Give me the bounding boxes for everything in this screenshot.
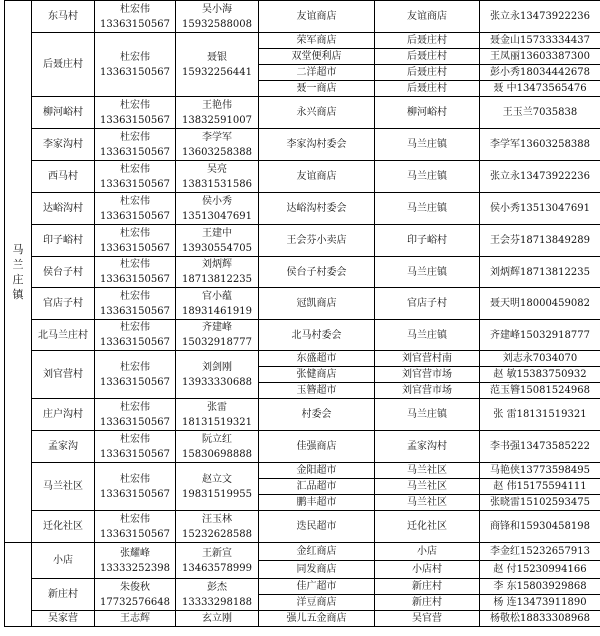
table-row bbox=[5, 129, 600, 161]
shop-address: 刘官营市场 bbox=[375, 367, 480, 383]
table-row bbox=[5, 611, 600, 627]
shop-owner-phone: 李金红15232657913 bbox=[480, 543, 600, 561]
shop-name: 玉簪超市 bbox=[259, 383, 375, 399]
village-name: 迁化社区 bbox=[32, 511, 95, 543]
shop-name: 金阳超市 bbox=[259, 463, 375, 479]
village-name: 柳河峪村 bbox=[32, 97, 95, 129]
table-row bbox=[5, 431, 600, 463]
village-name: 刘官营村 bbox=[32, 351, 95, 399]
contact-person-2 bbox=[176, 1, 259, 33]
contact-person-1-line: 杜宏伟 bbox=[120, 163, 150, 175]
village-name: 北马兰庄村 bbox=[32, 320, 95, 351]
contact-person-1-line: 杜宏伟 bbox=[120, 195, 150, 207]
shop-owner-phone: 刘志永7034070 bbox=[480, 351, 600, 367]
contact-person-2-line: 侯小秀 bbox=[202, 195, 232, 207]
table-row bbox=[5, 193, 600, 225]
town-cell: 马兰庄镇 bbox=[5, 1, 32, 543]
contact-person-2 bbox=[176, 225, 259, 257]
contact-person-1 bbox=[95, 543, 176, 579]
contact-person-2 bbox=[176, 431, 259, 463]
contact-person-2 bbox=[176, 193, 259, 225]
shop-name: 双堂便利店 bbox=[259, 49, 375, 65]
contact-person-2-line: 吴亮 bbox=[207, 163, 227, 175]
contact-person-2 bbox=[176, 351, 259, 399]
shop-name: 永兴商店 bbox=[259, 97, 375, 129]
table-row bbox=[5, 399, 600, 431]
contact-person-1-line: 13363150567 bbox=[100, 178, 170, 190]
contact-person-1 bbox=[95, 511, 176, 543]
table-row bbox=[5, 463, 600, 479]
village-name: 后聂庄村 bbox=[32, 33, 95, 97]
shop-address: 马兰社区 bbox=[375, 495, 480, 511]
contact-person-1 bbox=[95, 129, 176, 161]
contact-person-2 bbox=[176, 611, 259, 627]
shop-name: 汇品超市 bbox=[259, 479, 375, 495]
shop-address: 马兰庄镇 bbox=[375, 193, 480, 225]
contact-person-2-line: 王新宣 bbox=[202, 547, 232, 559]
contact-person-1-line: 13363150567 bbox=[100, 488, 170, 500]
shop-name: 村委会 bbox=[259, 399, 375, 431]
contact-person-1-line: 13363150567 bbox=[100, 18, 170, 30]
contact-person-2-line: 13513047691 bbox=[182, 210, 252, 222]
shop-owner-phone: 齐建峰15032918777 bbox=[480, 320, 600, 351]
contact-person-1 bbox=[95, 431, 176, 463]
shop-name: 张健商店 bbox=[259, 367, 375, 383]
contact-person-1-line: 13363150567 bbox=[100, 242, 170, 254]
shop-owner-phone: 杨敬松18833308968 bbox=[480, 611, 600, 627]
contact-person-1 bbox=[95, 161, 176, 193]
contact-person-2-line: 玄立刚 bbox=[202, 613, 232, 624]
shop-name: 友谊商店 bbox=[259, 1, 375, 33]
contact-person-2-line: 刘剑刚 bbox=[202, 361, 232, 373]
contact-person-1 bbox=[95, 33, 176, 97]
table-row bbox=[5, 257, 600, 288]
shop-owner-phone: 王会芬18713849289 bbox=[480, 225, 600, 257]
village-name: 新庄村 bbox=[32, 579, 95, 611]
shop-address: 刘官营市场 bbox=[375, 383, 480, 399]
contact-person-1 bbox=[95, 611, 176, 627]
shop-owner-phone: 聂天明18000459082 bbox=[480, 288, 600, 320]
contact-person-1 bbox=[95, 1, 176, 33]
contact-person-2 bbox=[176, 288, 259, 320]
town-cell bbox=[5, 543, 32, 627]
shop-owner-phone: 张 雷18131519321 bbox=[480, 399, 600, 431]
contact-person-1 bbox=[95, 288, 176, 320]
table-row bbox=[5, 579, 600, 595]
shop-owner-phone: 刘炳辉18713812235 bbox=[480, 257, 600, 288]
village-name: 东马村 bbox=[32, 1, 95, 33]
shop-name: 迭民超市 bbox=[259, 511, 375, 543]
contact-person-1-line: 杜宏伟 bbox=[120, 361, 150, 373]
contact-person-1-line: 杜宏伟 bbox=[120, 3, 150, 15]
contact-person-2 bbox=[176, 399, 259, 431]
contact-person-1-line: 朱俊秋 bbox=[120, 581, 150, 593]
shop-owner-phone: 聂 中13473565476 bbox=[480, 81, 600, 97]
shop-address: 后聂庄村 bbox=[375, 81, 480, 97]
table-row bbox=[5, 351, 600, 367]
shop-name: 聂一商店 bbox=[259, 81, 375, 97]
contact-person-2-line: 19831519955 bbox=[182, 488, 252, 500]
table-row bbox=[5, 320, 600, 351]
shop-address: 柳河峪村 bbox=[375, 97, 480, 129]
shop-name: 达峪沟村委会 bbox=[259, 193, 375, 225]
contact-person-1 bbox=[95, 320, 176, 351]
shop-address: 印子峪村 bbox=[375, 225, 480, 257]
shop-name: 北马村委会 bbox=[259, 320, 375, 351]
shop-address: 马兰庄镇 bbox=[375, 399, 480, 431]
contact-person-2-line: 阮立红 bbox=[202, 433, 232, 445]
contact-person-1-line: 杜宏伟 bbox=[120, 259, 150, 270]
contact-person-2-line: 15232628588 bbox=[182, 528, 252, 540]
shop-address: 新庄村 bbox=[375, 595, 480, 611]
shop-name: 同发商店 bbox=[259, 561, 375, 579]
contact-person-1-line: 杜宏伟 bbox=[120, 51, 150, 63]
contact-person-2-line: 齐建峰 bbox=[202, 322, 232, 333]
shop-owner-phone: 王玉兰7035838 bbox=[480, 97, 600, 129]
shop-owner-phone: 范玉簪15081524968 bbox=[480, 383, 600, 399]
shop-name: 友谊商店 bbox=[259, 161, 375, 193]
contact-person-1-line: 13363150567 bbox=[100, 274, 170, 285]
village-name: 小店 bbox=[32, 543, 95, 579]
contact-person-2-line: 13933330688 bbox=[182, 376, 252, 388]
contact-person-2 bbox=[176, 511, 259, 543]
shop-address: 马兰庄镇 bbox=[375, 320, 480, 351]
table-row bbox=[5, 161, 600, 193]
village-name: 官店子村 bbox=[32, 288, 95, 320]
table-row bbox=[5, 1, 600, 33]
contact-person-2 bbox=[176, 33, 259, 97]
shop-owner-phone: 张立永13473922236 bbox=[480, 1, 600, 33]
contact-person-1 bbox=[95, 193, 176, 225]
village-name: 李家沟村 bbox=[32, 129, 95, 161]
contact-person-1-line: 张耀峰 bbox=[120, 547, 150, 559]
contact-person-2-line: 13831531586 bbox=[182, 178, 252, 190]
shop-name: 二洋超市 bbox=[259, 65, 375, 81]
contact-person-1-line: 13363150567 bbox=[100, 114, 170, 126]
contact-person-2-line: 15932256441 bbox=[182, 66, 252, 78]
shop-address: 官店子村 bbox=[375, 288, 480, 320]
contact-person-1-line: 13363150567 bbox=[100, 146, 170, 158]
shop-address: 迁化社区 bbox=[375, 511, 480, 543]
contact-person-1-line: 杜宏伟 bbox=[120, 290, 150, 302]
contact-person-2-line: 王建中 bbox=[202, 227, 232, 239]
shop-address: 吴官营 bbox=[375, 611, 480, 627]
contact-person-1-line: 王志辉 bbox=[120, 613, 150, 624]
shop-name: 东盛超市 bbox=[259, 351, 375, 367]
contact-person-1-line: 13363150567 bbox=[100, 210, 170, 222]
contact-person-1-line: 17732576648 bbox=[100, 596, 170, 608]
contact-person-2 bbox=[176, 257, 259, 288]
contact-person-2-line: 赵立文 bbox=[202, 473, 232, 485]
village-name: 侯台子村 bbox=[32, 257, 95, 288]
shop-address: 后聂庄村 bbox=[375, 49, 480, 65]
shop-owner-phone: 王凤丽13603387300 bbox=[480, 49, 600, 65]
contact-person-2 bbox=[176, 161, 259, 193]
shop-address: 友谊商店 bbox=[375, 1, 480, 33]
village-name: 吴家营 bbox=[32, 611, 95, 627]
shop-name: 王会芬小卖店 bbox=[259, 225, 375, 257]
shop-owner-phone: 李学军13603258388 bbox=[480, 129, 600, 161]
contact-person-1-line: 13363150567 bbox=[100, 528, 170, 540]
contact-person-2-line: 刘炳辉 bbox=[202, 259, 232, 270]
shop-name: 洋豆商店 bbox=[259, 595, 375, 611]
contact-person-2-line: 13463578999 bbox=[182, 562, 252, 574]
contact-person-1-line: 杜宏伟 bbox=[120, 322, 150, 333]
shop-owner-phone: 商锋和15930458198 bbox=[480, 511, 600, 543]
village-name: 马兰社区 bbox=[32, 463, 95, 511]
village-name: 西马村 bbox=[32, 161, 95, 193]
shop-address: 马兰庄镇 bbox=[375, 161, 480, 193]
contact-person-2 bbox=[176, 463, 259, 511]
contact-person-1-line: 杜宏伟 bbox=[120, 433, 150, 445]
contact-person-1-line: 杜宏伟 bbox=[120, 473, 150, 485]
contact-person-2-line: 官小蕴 bbox=[202, 290, 232, 302]
contact-person-2 bbox=[176, 543, 259, 579]
contact-person-1-line: 13363150567 bbox=[100, 66, 170, 78]
shop-name: 荣军商店 bbox=[259, 33, 375, 49]
shop-owner-phone: 聂金山15733334437 bbox=[480, 33, 600, 49]
contact-person-2 bbox=[176, 320, 259, 351]
shop-address: 小店 bbox=[375, 543, 480, 561]
contact-person-1 bbox=[95, 351, 176, 399]
shop-owner-phone: 李 东15803929868 bbox=[480, 579, 600, 595]
contact-person-2-line: 13603258388 bbox=[182, 146, 252, 158]
contact-person-2-line: 15830698888 bbox=[182, 448, 252, 460]
shop-owner-phone: 彭小秀18034442678 bbox=[480, 65, 600, 81]
contact-person-1-line: 杜宏伟 bbox=[120, 99, 150, 111]
shop-name: 佳广超市 bbox=[259, 579, 375, 595]
contact-person-1-line: 13363150567 bbox=[100, 337, 170, 348]
shop-name: 金红商店 bbox=[259, 543, 375, 561]
shop-owner-phone: 张晓雷15102593475 bbox=[480, 495, 600, 511]
contact-person-1-line: 13363150567 bbox=[100, 305, 170, 317]
contact-person-2-line: 15032918777 bbox=[182, 337, 252, 348]
contact-person-2-line: 18131519321 bbox=[182, 416, 252, 428]
contact-person-1-line: 13363150567 bbox=[100, 376, 170, 388]
contact-person-2-line: 王艳伟 bbox=[202, 99, 232, 111]
shop-owner-phone: 马艳侠13773598495 bbox=[480, 463, 600, 479]
table-row bbox=[5, 225, 600, 257]
table-row bbox=[5, 511, 600, 543]
contact-person-2-line: 张雷 bbox=[207, 401, 227, 413]
contact-person-1-line: 13363150567 bbox=[100, 448, 170, 460]
shop-address: 马兰庄镇 bbox=[375, 129, 480, 161]
contact-person-2-line: 15932588008 bbox=[182, 18, 252, 30]
contact-person-1-line: 13363150567 bbox=[100, 416, 170, 428]
shop-address: 马兰庄镇 bbox=[375, 257, 480, 288]
table-row bbox=[5, 543, 600, 561]
village-contact-table bbox=[4, 0, 600, 627]
table-row bbox=[5, 97, 600, 129]
contact-person-1 bbox=[95, 225, 176, 257]
contact-person-1-line: 杜宏伟 bbox=[120, 131, 150, 143]
shop-address: 刘官营村南 bbox=[375, 351, 480, 367]
table-row bbox=[5, 33, 600, 49]
shop-address: 马兰社区 bbox=[375, 463, 480, 479]
shop-owner-phone: 侯小秀13513047691 bbox=[480, 193, 600, 225]
shop-address: 后聂庄村 bbox=[375, 65, 480, 81]
contact-person-2 bbox=[176, 129, 259, 161]
shop-address: 后聂庄村 bbox=[375, 33, 480, 49]
contact-person-1 bbox=[95, 257, 176, 288]
contact-person-2-line: 18713812235 bbox=[182, 274, 252, 285]
contact-person-2-line: 13333298188 bbox=[182, 596, 252, 608]
shop-name: 侯台子村委会 bbox=[259, 257, 375, 288]
contact-person-1-line: 杜宏伟 bbox=[120, 401, 150, 413]
contact-person-2-line: 彭杰 bbox=[207, 581, 227, 593]
shop-name: 冠凯商店 bbox=[259, 288, 375, 320]
contact-person-1-line: 杜宏伟 bbox=[120, 227, 150, 239]
contact-person-1-line: 13333252398 bbox=[100, 562, 170, 574]
table-row bbox=[5, 288, 600, 320]
shop-owner-phone: 赵 敏15383750932 bbox=[480, 367, 600, 383]
contact-person-2-line: 吴小海 bbox=[202, 3, 232, 15]
village-name: 孟家沟 bbox=[32, 431, 95, 463]
contact-person-2-line: 汪玉林 bbox=[202, 513, 232, 525]
village-name: 达峪沟村 bbox=[32, 193, 95, 225]
village-name: 庄户沟村 bbox=[32, 399, 95, 431]
shop-address: 小店村 bbox=[375, 561, 480, 579]
shop-owner-phone: 赵 付15230994166 bbox=[480, 561, 600, 579]
shop-owner-phone: 李书强13473585222 bbox=[480, 431, 600, 463]
contact-person-2-line: 13832591007 bbox=[182, 114, 252, 126]
contact-person-1 bbox=[95, 579, 176, 611]
contact-person-2-line: 18931461919 bbox=[182, 305, 252, 317]
village-name: 印子峪村 bbox=[32, 225, 95, 257]
contact-person-2 bbox=[176, 97, 259, 129]
contact-person-1-line: 杜宏伟 bbox=[120, 513, 150, 525]
shop-owner-phone: 赵 伟15175594111 bbox=[480, 479, 600, 495]
contact-person-1 bbox=[95, 463, 176, 511]
contact-person-1 bbox=[95, 97, 176, 129]
shop-owner-phone: 杨 连13473911890 bbox=[480, 595, 600, 611]
shop-name: 强儿五金商店 bbox=[259, 611, 375, 627]
contact-person-2-line: 13930554705 bbox=[182, 242, 252, 254]
shop-name: 鹏丰超市 bbox=[259, 495, 375, 511]
shop-name: 佳强商店 bbox=[259, 431, 375, 463]
shop-address: 孟家沟村 bbox=[375, 431, 480, 463]
shop-address: 马兰社区 bbox=[375, 479, 480, 495]
shop-owner-phone: 张立永13473922236 bbox=[480, 161, 600, 193]
contact-person-1 bbox=[95, 399, 176, 431]
contact-person-2-line: 李学军 bbox=[202, 131, 232, 143]
contact-person-2-line: 聂银 bbox=[207, 51, 227, 63]
contact-person-2 bbox=[176, 579, 259, 611]
shop-address: 新庄村 bbox=[375, 579, 480, 595]
shop-name: 李家沟村委会 bbox=[259, 129, 375, 161]
